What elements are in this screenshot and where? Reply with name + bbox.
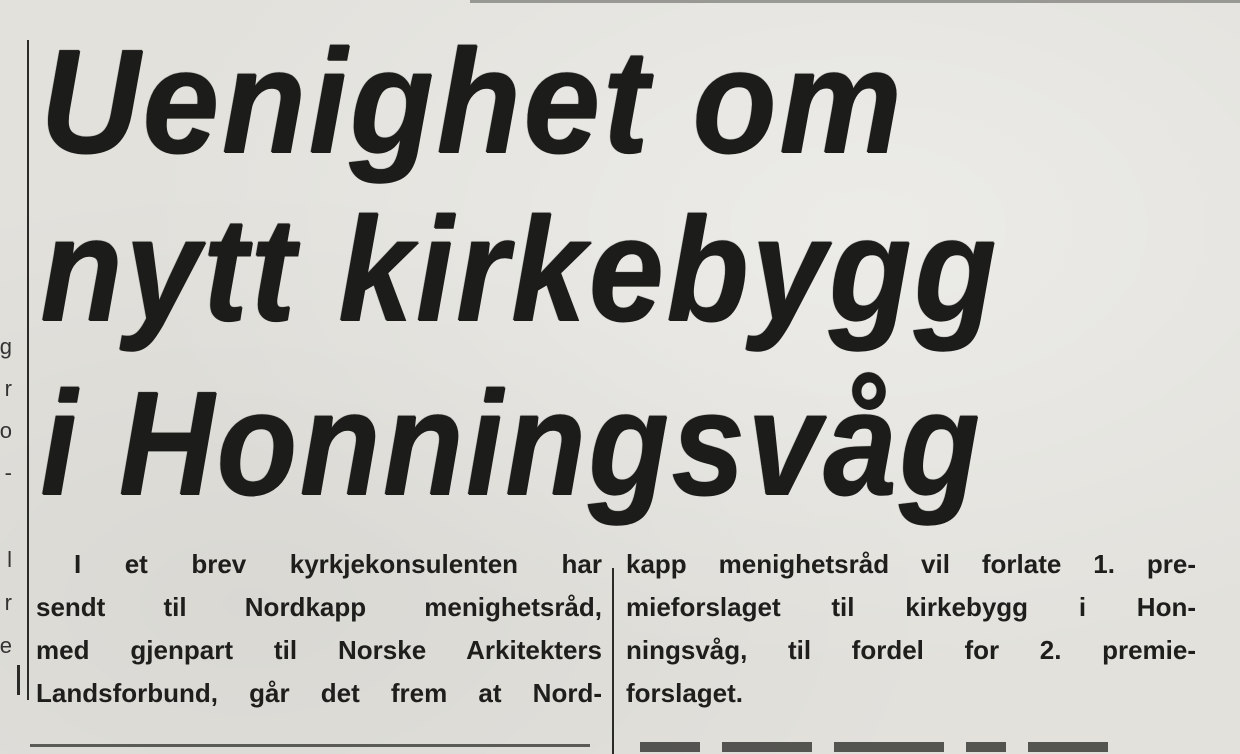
article-line: Landsforbund, går det frem at Nord- [36,678,602,708]
bottom-rule [30,744,590,747]
left-fragment: r [4,376,12,401]
left-fragment: - [4,460,12,485]
article-column-2 [626,543,1196,715]
article-line: I et brev kyrkjekonsulenten har [74,549,602,579]
article-line: med gjenpart til Norske Arkitekters [36,635,602,665]
headline-line-2: nytt kirkebygg [40,187,999,352]
headline-line-1: Uenighet om [40,19,905,184]
article-line: ningsvåg, til fordel for 2. premie- [626,635,1196,665]
article-line: mieforslaget til kirkebygg i Hon- [626,592,1196,622]
article-line: forslaget. [626,678,744,708]
top-rule [470,0,1240,3]
cut-off-text-fragment [640,742,1160,754]
left-fragment: e [0,633,12,658]
article-line: kapp menighetsråd vil forlate 1. pre- [626,549,1196,579]
headline-line-3: i Honningsvåg [40,361,983,526]
left-fragment: r [4,590,12,615]
article-column-1 [36,543,602,715]
left-fragment: l [7,547,12,572]
left-column-rule [27,40,29,700]
column-divider [612,568,614,754]
left-fragment: o [0,418,12,443]
left-fragment: g [0,334,12,359]
left-tick-mark [17,665,20,695]
article-line: sendt til Nordkapp menighetsråd, [36,592,602,622]
